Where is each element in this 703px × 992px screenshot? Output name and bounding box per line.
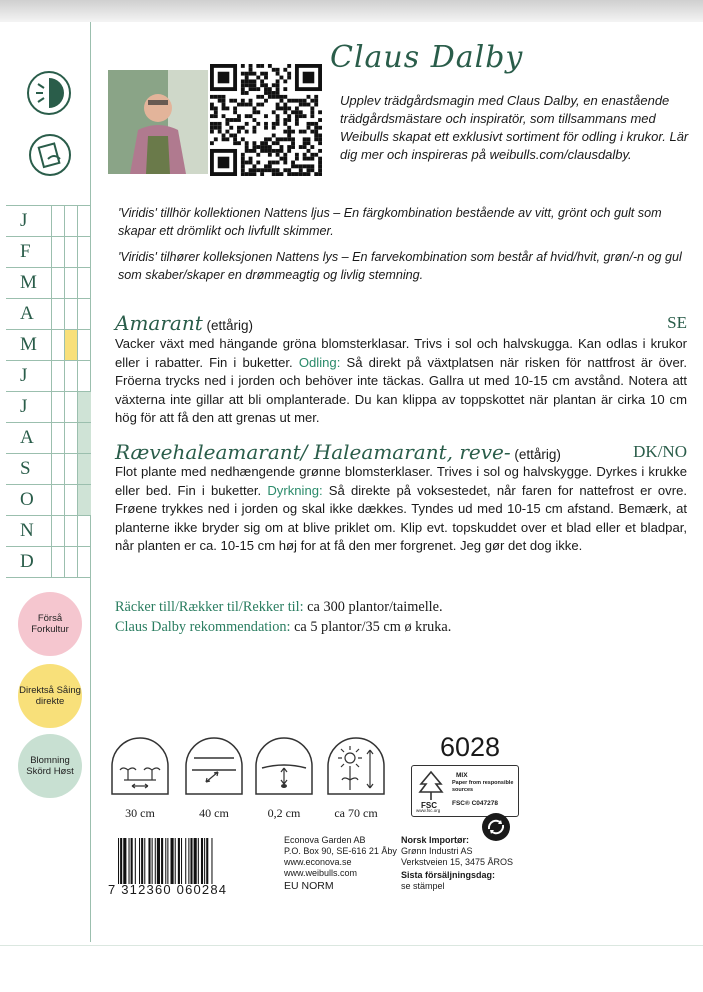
calendar-cell-direktsadd [64,423,78,453]
dk-lang-code: DK/NO [633,442,687,461]
company-web-2[interactable]: www.weibulls.com [284,868,358,878]
sun-exposure-icon [26,70,72,116]
calendar-cell-blomning [77,392,91,422]
importer-name: Grønn Industri AS [401,846,473,856]
calendar-cell-blomning [77,206,91,236]
month-letter: A [20,303,34,324]
calendar-cell-forkultur [51,361,65,391]
month-letter: M [20,334,37,355]
calendar-cell-direktsadd [64,516,78,546]
plant-height-icon [326,736,386,796]
calendar-cell-blomning [77,361,91,391]
se-title [115,311,687,335]
legend-direct-sowing [18,664,82,728]
month-row [6,547,90,578]
calendar-cell-forkultur [51,516,65,546]
calendar-cell-blomning [77,330,91,360]
depth-label: 0,2 cm [267,806,301,820]
quantity-label: Räcker till/Rækker til/Rekker til: [115,599,304,615]
fsc-code: FSC® C047278 [452,800,498,807]
legend-direct-label: Direktså Såing direkte [19,685,81,707]
barcode-number: 7 312360 060284 [108,882,228,897]
recommendation-value: ca 5 plantor/35 cm ø kruka. [290,619,452,635]
fsc-mix: MIX [456,772,468,779]
barcode [118,838,276,884]
dk-text-2: Så direkte på voksestedet, når faren for nattefrost er ovre. Frøene trykkes ned i jorden og skal ikke dækkes. Tyndes ud med 10-15 cm afstand. Bemærk, at planterne ikke bryder sig om at blive priklet om. Klip evt. topskuddet over et blad eller et bladpar, når planten er ca. 10-15 cm høj for at få den mer forgrenet. Jeg gør det dog ikke. [115,482,687,553]
se-text-2: Så direkt på växtplatsen när risken för nattfrost är över. Fröerna trycks ned i jorden och behöver inte täckas. Gallra ut med 10-15 cm avstånd. Notera att växterna inte gillar att bli omplanterade. Du kan klippa av toppskottet när plantan är cirka 10 cm hög för att få den att grenas ut mer. [115,354,688,425]
calendar-cell-direktsadd [64,299,78,329]
qr-code[interactable] [210,64,322,176]
calendar-cell-forkultur [51,454,65,484]
month-letter: M [20,272,37,293]
month-letter: A [20,427,34,448]
dk-title [115,440,687,464]
last-sale-value: se stämpel [401,881,445,891]
month-row [6,485,90,516]
collection-text-dk-no: 'Viridis' tilhører kolleksjonen Nattens lys – En farvekombination som består af hvid/hvit, grøn/-n og gul som skaber/skaper en drømmeagtig og livlig stemning. [118,250,682,282]
calendar-cell-direktsadd [64,237,78,267]
calendar-cell-forkultur [51,299,65,329]
calendar-cell-blomning [77,237,91,267]
calendar-cell-forkultur [51,423,65,453]
row-spacing-icon [184,736,244,796]
month-row [6,454,90,485]
month-letter: D [20,551,34,572]
fsc-tree-icon [418,770,444,802]
calendar-cell-forkultur [51,206,65,236]
se-plant-type: (ettårig) [206,318,254,333]
calendar-cell-direktsadd [64,330,78,360]
eu-norm: EU NORM [284,880,334,892]
top-edge-strip [0,0,703,22]
calendar-cell-direktsadd [64,392,78,422]
month-row [6,423,90,454]
legend-flowering [18,734,82,798]
calendar-cell-forkultur [51,392,65,422]
calendar-cell-direktsadd [64,454,78,484]
sowing-depth-icon [254,736,314,796]
sowing-calendar [6,205,90,578]
calendar-cell-forkultur [51,485,65,515]
dk-description [115,463,687,556]
dk-text-1: Flot plante med nedhængende grønne blomsterklaser. Trives i sol og halvskygge. Dyrkes i krukke eller bed. Fin i buketter. [115,464,687,498]
recycle-icon [481,812,511,842]
company-name: Econova Garden AB [284,835,366,845]
month-row [6,330,90,361]
se-lang-code: SE [667,313,687,332]
recommendation-label: Claus Dalby rekommendation: [115,619,291,635]
seed-packet-icon [28,133,72,177]
importer-address: Verkstveien 15, 3475 ÅROS [401,857,514,867]
month-row [6,206,90,237]
last-sale-info [401,870,495,892]
calendar-cell-forkultur [51,330,65,360]
claus-dalby-signature: Claus Dalby [330,40,524,75]
quantity-line [115,598,695,617]
calendar-cell-blomning [77,547,91,577]
calendar-cell-blomning [77,454,91,484]
collection-text-se: 'Viridis' tillhör kollektionen Nattens ljus – En färgkombination bestående av vitt, grönt och gult som skapar ett drömlikt och livfullt skimmer. [118,206,662,238]
recommendation-line [115,618,695,637]
plant-spacing-icon [110,736,170,796]
quantity-value: ca 300 plantor/taimelle. [303,599,443,615]
calendar-cell-direktsadd [64,547,78,577]
legend-forkultur [18,592,82,656]
month-letter: J [20,210,28,231]
calendar-cell-blomning [77,485,91,515]
company-address: P.O. Box 90, SE-616 21 Åby [284,846,397,856]
month-row [6,361,90,392]
calendar-cell-forkultur [51,268,65,298]
calendar-cell-blomning [77,423,91,453]
dk-plant-type: (ettårig) [514,447,561,462]
spacing-label: 30 cm [125,806,155,820]
claus-dalby-photo [108,70,208,174]
company-web-1[interactable]: www.econova.se [284,857,352,867]
calendar-cell-blomning [77,268,91,298]
month-letter: S [20,458,31,479]
se-plant-name: Amarant [115,311,203,335]
row-label: 40 cm [199,806,229,820]
month-row [6,237,90,268]
se-text-1: Vacker växt med hängande gröna blomsterklasar. Trivs i sol och halvskugga. Kan odlas i krukor eller i rabatter. Fin i buketter. [115,336,687,370]
calendar-cell-direktsadd [64,485,78,515]
last-sale-label: Sista försäljningsdag: [401,870,496,880]
fsc-logo-text: FSC [421,801,437,810]
calendar-cell-forkultur [51,547,65,577]
se-keyword: Odling: [298,354,341,370]
month-row [6,516,90,547]
month-letter: J [20,396,28,417]
fsc-desc: Paper from responsible sources [452,780,514,793]
height-label: ca 70 cm [334,806,378,820]
article-number: 6028 [440,732,501,762]
intro-text: Upplev trädgårdsmagin med Claus Dalby, en enastående trädgårdsmästare och inspiratör, som tillsammans med Weibulls skapat ett exklusivt sortiment för odling i krukor. Lär dig mer och inspireras på weibulls.com/clausdalby. [340,93,689,162]
calendar-cell-direktsadd [64,361,78,391]
calendar-cell-direktsadd [64,206,78,236]
legend-flowering-label: Blomning Skörd Høst [26,755,74,777]
month-letter: N [20,520,34,541]
company-info [284,835,397,879]
month-row [6,299,90,330]
calendar-cell-forkultur [51,237,65,267]
calendar-cell-blomning [77,299,91,329]
month-letter: O [20,489,34,510]
dk-keyword: Dyrkning: [267,482,323,498]
month-letter: J [20,365,28,386]
fsc-site: www.fsc.org [416,808,441,813]
fsc-label [411,765,519,817]
legend-forkultur-label: Förså Forkultur [31,613,69,635]
month-row [6,392,90,423]
month-letter: F [20,241,31,262]
se-description [115,335,687,428]
bottom-divider [0,945,703,946]
month-row [6,268,90,299]
dk-plant-name: Rævehaleamarant/ Haleamarant, reve- [115,440,511,464]
importer-label: Norsk Importør: [401,835,470,845]
calendar-cell-blomning [77,516,91,546]
calendar-cell-direktsadd [64,268,78,298]
